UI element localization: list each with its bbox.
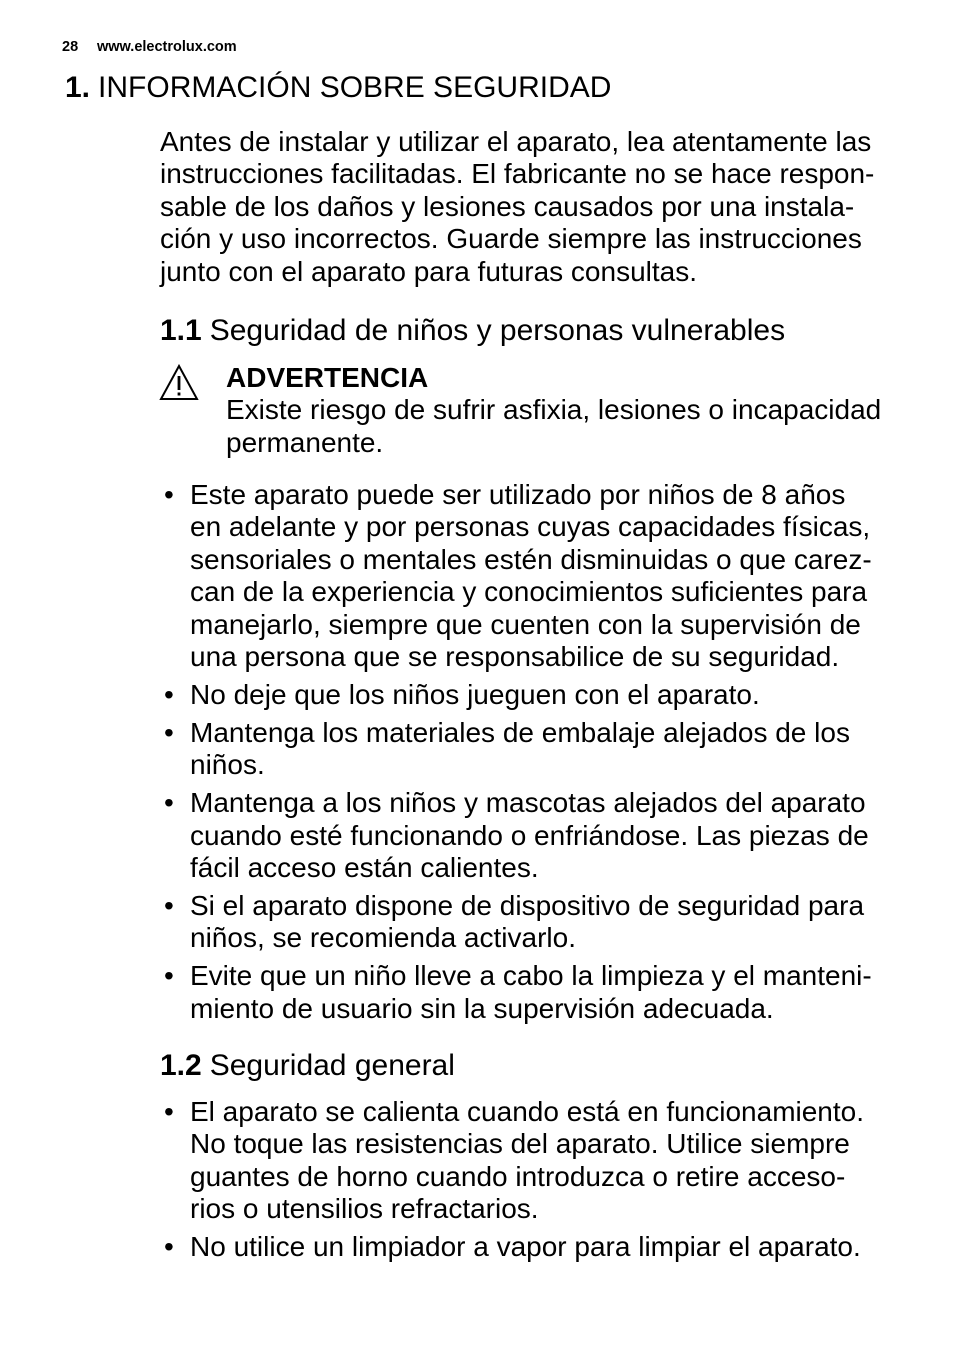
bullet-line: • No deje que los niños jueguen con el aparato. [190,678,760,710]
bullet-item [190,960,872,1025]
bullet-line: • Si el aparato dispone de dispositivo de seguridad para [190,889,865,921]
intro-paragraph [160,126,874,288]
bullet-item [190,890,872,955]
section-number: 1.2 [160,1049,202,1082]
section-heading-1-2 [160,1049,455,1083]
bullet-item [190,787,872,884]
bullet-line: • Evite que un niño lleve a cabo la limpieza y el manteni- [190,960,872,992]
section-title: Seguridad general [209,1049,455,1082]
section-number: 1.1 [160,314,202,347]
intro-line: instrucciones facilitadas. El fabricante no se hace respon- [160,158,875,190]
intro-line: ción y uso incorrectos. Guarde siempre las instrucciones [160,223,862,255]
bullet-line: una persona que se responsabilice de su seguridad. [190,641,840,673]
bullet-item [190,1096,864,1226]
bullet-line: niños, se recomienda activarlo. [190,922,576,954]
intro-line: sable de los daños y lesiones causados por una instala- [160,190,855,222]
header-url: www.electrolux.com [97,39,237,55]
bullet-list-1-2 [190,1096,864,1264]
page-number: 28 [62,39,79,55]
bullet-line: • Mantenga los materiales de embalaje alejados de los [190,716,850,748]
warning-label: ADVERTENCIA [226,362,429,393]
section-heading-1-1 [160,314,785,348]
warning-block [226,362,881,459]
bullet-line: • El aparato se calienta cuando está en funcionamiento. [190,1096,865,1127]
bullet-item [190,1231,864,1263]
section-title: Seguridad de niños y personas vulnerables [209,314,786,347]
bullet-line: en adelante y por personas cuyas capacidades físicas, [190,511,871,543]
warning-line: Existe riesgo de sufrir asfixia, lesiones o incapacidad [226,394,882,426]
bullet-item [190,479,872,673]
bullet-line: • No utilice un limpiador a vapor para limpiar el aparato. [190,1231,861,1263]
bullet-line: manejarlo, siempre que cuenten con la supervisión de [190,608,861,640]
bullet-line: sensoriales o mentales estén disminuidas o que carez- [190,543,872,575]
bullet-line: guantes de horno cuando introduzca o retire acceso- [190,1160,846,1192]
chapter-title [65,70,611,106]
bullet-line: • Este aparato puede ser utilizado por niños de 8 años [190,479,846,510]
warning-triangle-icon [159,364,199,401]
bullet-line: fácil acceso están calientes. [190,851,539,883]
chapter-number: 1. [65,71,91,104]
bullet-list-1-1 [190,479,872,1025]
chapter-title-text: INFORMACIÓN SOBRE SEGURIDAD [98,71,612,104]
bullet-line: rios o utensilios refractarios. [190,1193,539,1225]
bullet-line: No toque las resistencias del aparato. Utilice siempre [190,1128,850,1160]
bullet-line: miento de usuario sin la supervisión adecuada. [190,992,774,1024]
bullet-line: can de la experiencia y conocimientos suficientes para [190,576,868,608]
intro-line: Antes de instalar y utilizar el aparato, lea atentamente las [160,126,872,157]
warning-line: permanente. [226,426,384,458]
bullet-item [190,717,872,782]
bullet-line: • Mantenga a los niños y mascotas alejados del aparato [190,787,866,819]
bullet-line: niños. [190,749,265,781]
bullet-item [190,679,872,711]
bullet-line: cuando esté funcionando o enfriándose. Las piezas de [190,819,869,851]
intro-line: junto con el aparato para futuras consultas. [160,255,698,287]
